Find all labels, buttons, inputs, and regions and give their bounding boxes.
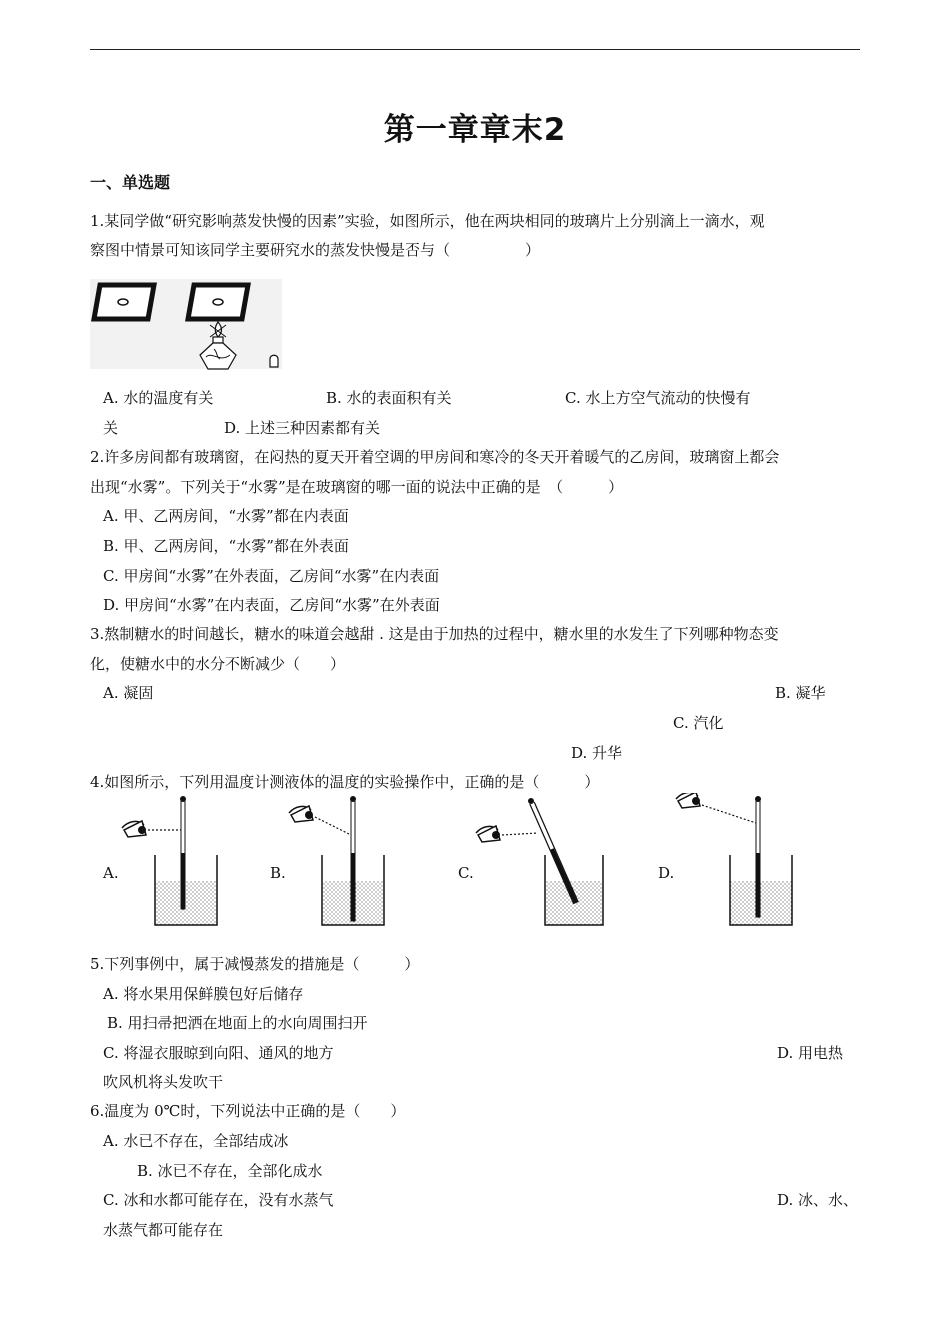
q4-stem: 4.如图所示，下列用温度计测液体的温度的实验操作中，正确的是（ ） [90, 773, 600, 791]
q4-figure-a [118, 793, 222, 929]
page-title: 第一章章末2 [383, 112, 567, 148]
q1-option-c-cont: 关 [103, 419, 119, 437]
q3-stem-line1: 3.熬制糖水的时间越长，糖水的味道会越甜 . 这是由于加热的过程中，糖水里的水发生了下列哪种物态变 [90, 625, 779, 643]
q3-option-d[interactable]: D. 升华 [571, 744, 623, 762]
q5-option-d-cont: 吹风机将头发吹干 [103, 1073, 224, 1091]
q4-figure-b [285, 793, 389, 929]
q2-stem-line2: 出现“水雾”。下列关于“水雾”是在玻璃窗的哪一面的说法中正确的是 （ ） [90, 478, 624, 496]
q1-stem-line1: 1.某同学做“研究影响蒸发快慢的因素”实验，如图所示，他在两块相同的玻璃片上分别滴上一滴水，观 [90, 212, 765, 230]
q4-figure-c [474, 793, 606, 929]
header-rule [90, 49, 860, 50]
q5-option-b[interactable]: B. 用扫帚把洒在地面上的水向周围扫开 [107, 1014, 368, 1032]
q1-evaporation-figure [90, 279, 285, 371]
q1-stem-line2: 察图中情景可知该同学主要研究水的蒸发快慢是否与（ ） [90, 241, 541, 259]
q4-label-c[interactable]: C. [458, 864, 474, 882]
q2-option-d[interactable]: D. 甲房间“水雾”在内表面，乙房间“水雾”在外表面 [103, 596, 440, 614]
q4-label-b[interactable]: B. [270, 864, 286, 882]
q1-option-d[interactable]: D. 上述三种因素都有关 [224, 419, 381, 437]
q4-label-d[interactable]: D. [658, 864, 675, 882]
q4-label-a[interactable]: A. [103, 864, 119, 882]
q5-option-a[interactable]: A. 将水果用保鲜膜包好后储存 [103, 985, 304, 1003]
q2-option-b[interactable]: B. 甲、乙两房间，“水雾”都在外表面 [103, 537, 349, 555]
q3-option-b[interactable]: B. 凝华 [775, 684, 826, 702]
q6-option-d[interactable]: D. 冰、水、 [777, 1191, 859, 1209]
q2-option-a[interactable]: A. 甲、乙两房间，“水雾”都在内表面 [103, 507, 349, 525]
q6-option-b[interactable]: B. 冰已不存在，全部化成水 [137, 1162, 323, 1180]
q5-option-c[interactable]: C. 将湿衣服晾到向阳、通风的地方 [103, 1044, 334, 1062]
q3-stem-line2: 化，使糖水中的水分不断减少（ ） [90, 655, 346, 673]
q5-option-d[interactable]: D. 用电热 [777, 1044, 844, 1062]
q2-stem-line1: 2.许多房间都有玻璃窗，在闷热的夏天开着空调的甲房间和寒冷的冬天开着暖气的乙房间，玻璃窗上都会 [90, 448, 780, 466]
q6-option-a[interactable]: A. 水已不存在，全部结成冰 [103, 1132, 289, 1150]
q6-option-d-cont: 水蒸气都可能存在 [103, 1221, 224, 1239]
q3-option-c[interactable]: C. 汽化 [673, 714, 724, 732]
section-heading: 一、单选题 [90, 173, 171, 192]
q6-option-c[interactable]: C. 冰和水都可能存在，没有水蒸气 [103, 1191, 334, 1209]
q3-option-a[interactable]: A. 凝固 [103, 684, 154, 702]
q4-figure-d [674, 793, 798, 929]
q5-stem: 5.下列事例中，属于减慢蒸发的措施是（ ） [90, 955, 420, 973]
q1-option-b[interactable]: B. 水的表面积有关 [326, 389, 452, 407]
q6-stem: 6.温度为 0℃时，下列说法中正确的是（ ） [90, 1102, 406, 1120]
q1-option-a[interactable]: A. 水的温度有关 [103, 389, 214, 407]
q1-option-c[interactable]: C. 水上方空气流动的快慢有 [565, 389, 751, 407]
q2-option-c[interactable]: C. 甲房间“水雾”在外表面，乙房间“水雾”在内表面 [103, 567, 440, 585]
